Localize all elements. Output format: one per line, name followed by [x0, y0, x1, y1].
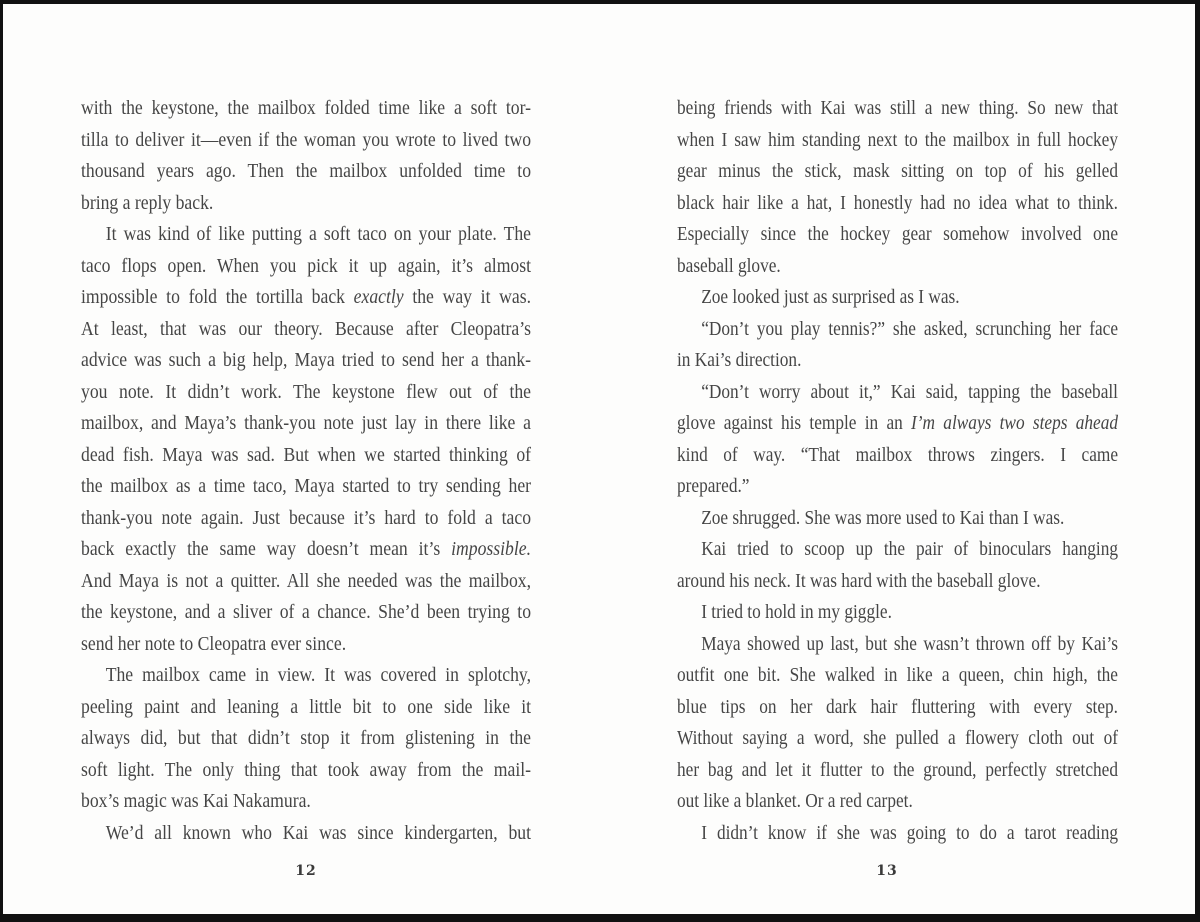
- text-segment: black hair like a hat, I honestly had no idea what to think.: [677, 191, 1118, 214]
- text-segment: always did, but that didn’t stop it from glistening in the: [81, 727, 532, 749]
- text-line: [81, 660, 531, 692]
- text-segment: And Maya is not a quitter. All she needed was the mailbox,: [81, 569, 532, 592]
- text-line: [81, 188, 531, 220]
- text-segment: box’s magic was Kai Nakamura.: [81, 790, 311, 812]
- text-segment: the keystone, and a sliver of a chance. She’d been trying to: [81, 601, 532, 623]
- text-line: [81, 629, 531, 661]
- text-line: [677, 219, 1118, 251]
- text-line: [677, 786, 1118, 818]
- text-line: [677, 692, 1118, 724]
- italic-text: exactly: [353, 286, 404, 308]
- text-line: [81, 125, 531, 157]
- text-line: [677, 408, 1118, 440]
- text-line: [677, 597, 1118, 629]
- text-line: [81, 723, 531, 755]
- text-line: [677, 566, 1118, 598]
- text-segment: I tried to hold in my giggle.: [701, 601, 892, 623]
- text-segment: mailbox, and Maya’s thank-you note just lay in there like a: [81, 412, 532, 434]
- page-number-right: 13: [876, 863, 898, 879]
- text-segment: kind of way. “That mailbox throws zingers. I came: [677, 443, 1118, 466]
- text-line: [81, 377, 531, 409]
- text-segment: blue tips on her dark hair fluttering with every step.: [677, 695, 1118, 718]
- text-segment: tilla to deliver it—even if the woman you wrote to lived two: [81, 128, 532, 151]
- text-line: [677, 345, 1118, 377]
- text-line: [677, 125, 1118, 157]
- text-segment: Maya showed up last, but she wasn’t thrown off by Kai’s: [701, 632, 1118, 655]
- text-segment: out like a blanket. Or a red carpet.: [677, 790, 913, 812]
- text-segment: advice was such a big help, Maya tried to send her a thank-: [81, 349, 532, 371]
- text-segment: Zoe looked just as surprised as I was.: [701, 286, 960, 308]
- text-segment: taco flops open. When you pick it up again, it’s almost: [81, 254, 532, 277]
- left-page-text-column: [81, 93, 531, 849]
- page-number-left: 12: [295, 863, 317, 879]
- text-segment: peeling paint and leaning a little bit to one side like it: [81, 695, 532, 718]
- text-line: [81, 818, 531, 850]
- text-segment: The mailbox came in view. It was covered in splotchy,: [105, 664, 532, 686]
- text-line: [677, 534, 1118, 566]
- text-segment: “Don’t you play tennis?” she asked, scrunching her face: [701, 317, 1118, 340]
- text-segment: with the keystone, the mailbox folded time like a soft tor-: [81, 97, 532, 119]
- text-segment: Zoe shrugged. She was more used to Kai than I was.: [701, 506, 1065, 529]
- italic-text: impossible.: [451, 538, 532, 560]
- text-segment: back exactly the same way doesn’t mean it’s: [81, 538, 452, 560]
- text-segment: around his neck. It was hard with the baseball glove.: [677, 569, 1041, 592]
- text-line: [81, 156, 531, 188]
- text-segment: the mailbox as a time taco, Maya started to try sending her: [81, 475, 532, 497]
- text-line: [81, 566, 531, 598]
- text-line: [677, 251, 1118, 283]
- text-segment: At least, that was our theory. Because after Cleopatra’s: [81, 317, 532, 340]
- text-line: [677, 660, 1118, 692]
- text-line: [81, 251, 531, 283]
- text-line: [677, 156, 1118, 188]
- italic-text: I’m always two steps ahead: [911, 412, 1118, 434]
- text-line: [677, 755, 1118, 787]
- text-line: [677, 93, 1118, 125]
- text-line: [677, 377, 1118, 409]
- text-segment: Especially since the hockey gear somehow involved one: [677, 223, 1118, 245]
- text-segment: Without saying a word, she pulled a flowery cloth out of: [677, 727, 1118, 749]
- text-line: [81, 503, 531, 535]
- text-segment: prepared.”: [677, 475, 750, 497]
- text-line: [81, 534, 531, 566]
- text-segment: thank-you note again. Just because it’s hard to fold a taco: [81, 506, 532, 529]
- text-line: [81, 408, 531, 440]
- text-segment: the way it was.: [403, 286, 532, 308]
- text-segment: soft light. The only thing that took away from the mail-: [81, 758, 532, 781]
- text-segment: It was kind of like putting a soft taco on your plate. The: [105, 223, 532, 245]
- text-line: [81, 219, 531, 251]
- text-line: [81, 345, 531, 377]
- text-line: [677, 629, 1118, 661]
- text-segment: dead fish. Maya was sad. But when we started thinking of: [81, 443, 532, 466]
- text-segment: send her note to Cleopatra ever since.: [81, 632, 347, 655]
- right-page-text-column: [677, 93, 1118, 849]
- text-segment: in Kai’s direction.: [677, 349, 802, 371]
- text-segment: baseball glove.: [677, 254, 781, 277]
- text-line: [677, 282, 1118, 314]
- text-line: [81, 282, 531, 314]
- text-line: [81, 755, 531, 787]
- text-line: [677, 440, 1118, 472]
- text-segment: Kai tried to scoop up the pair of binoculars hanging: [701, 538, 1118, 560]
- text-line: [677, 723, 1118, 755]
- text-segment: when I saw him standing next to the mailbox in full hockey: [677, 128, 1118, 151]
- text-segment: you note. It didn’t work. The keystone flew out of the: [81, 380, 532, 403]
- text-line: [677, 471, 1118, 503]
- text-segment: I didn’t know if she was going to do a tarot reading: [701, 821, 1118, 844]
- text-segment: being friends with Kai was still a new thing. So new that: [677, 97, 1118, 119]
- text-line: [81, 440, 531, 472]
- text-line: [677, 314, 1118, 346]
- text-line: [81, 314, 531, 346]
- text-segment: bring a reply back.: [81, 191, 214, 214]
- text-line: [81, 597, 531, 629]
- text-line: [81, 786, 531, 818]
- text-segment: thousand years ago. Then the mailbox unfolded time to: [81, 160, 532, 182]
- text-segment: We’d all known who Kai was since kindergarten, but: [105, 821, 532, 844]
- text-segment: her bag and let it flutter to the ground, perfectly stretched: [677, 758, 1118, 781]
- text-segment: “Don’t worry about it,” Kai said, tapping the baseball: [701, 380, 1118, 403]
- text-line: [81, 93, 531, 125]
- text-line: [677, 188, 1118, 220]
- text-segment: impossible to fold the tortilla back: [81, 286, 354, 308]
- text-segment: glove against his temple in an: [677, 412, 912, 434]
- text-line: [81, 692, 531, 724]
- text-segment: outfit one bit. She walked in like a queen, chin high, the: [677, 664, 1118, 686]
- text-line: [677, 503, 1118, 535]
- text-line: [677, 818, 1118, 850]
- text-line: [81, 471, 531, 503]
- text-segment: gear minus the stick, mask sitting on top of his gelled: [677, 160, 1118, 182]
